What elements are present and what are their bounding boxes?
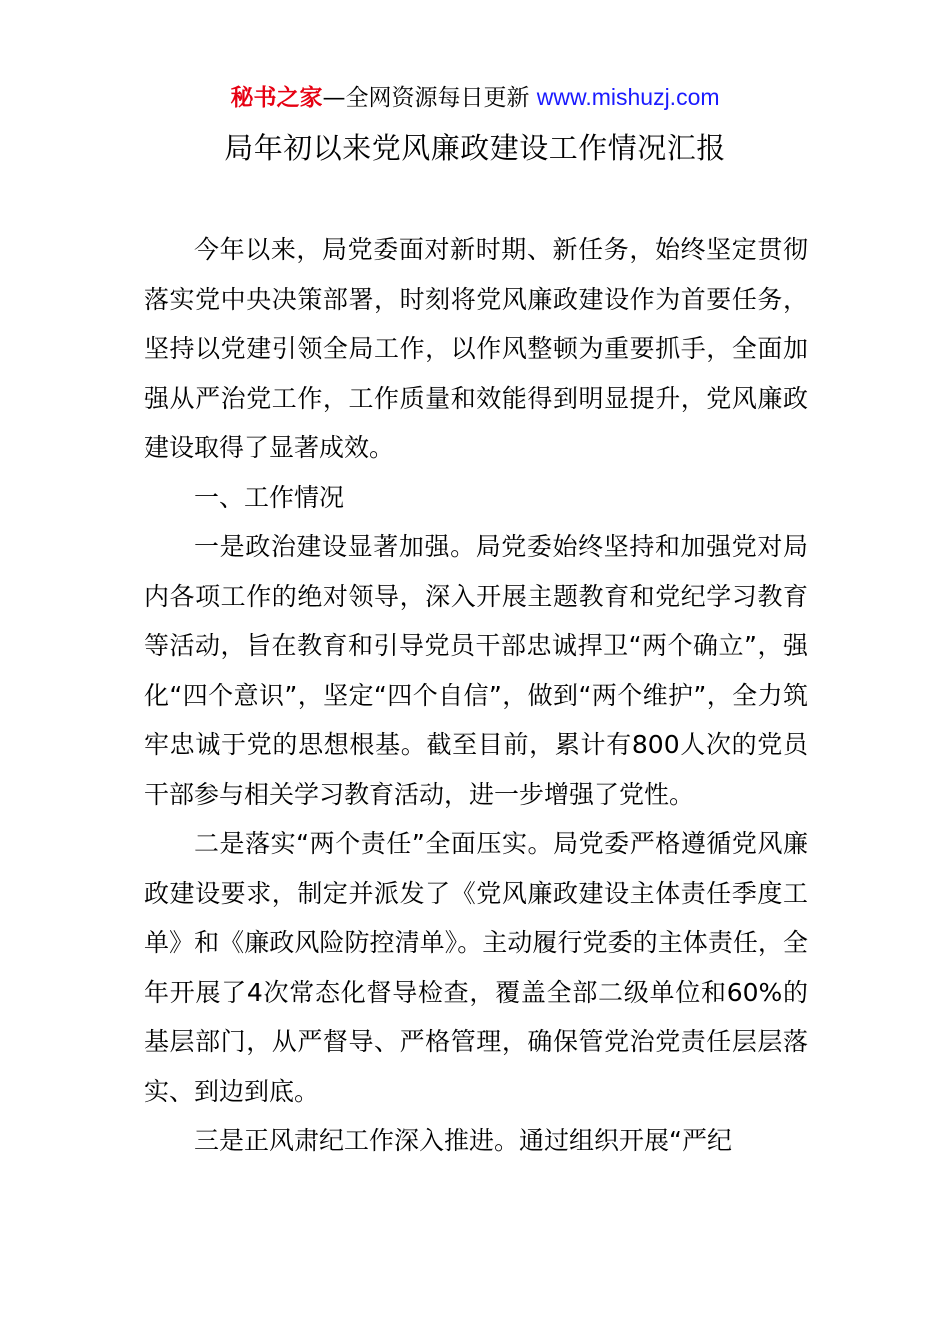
paragraph-political-building: 一是政治建设显著加强。局党委始终坚持和加强党对局内各项工作的绝对领导，深入开展主题教育和党纪学习教育等活动，旨在教育和引导党员干部忠诚捍卫“两个确立”，强化“四个意识”，坚定“四个自信”，做到“两个维护”，全力筑牢忠诚于党的思想根基。截至目前，累计有800人次的党员干部参与相关学习教育活动，进一步增强了党性。	[144, 532, 808, 809]
document-title: 局年初以来党风廉政建设工作情况汇报	[224, 131, 726, 165]
paragraph-two-responsibilities: 二是落实“两个责任”全面压实。局党委严格遵循党风廉政建设要求，制定并派发了《党风廉政建设主体责任季度工单》和《廉政风险防控清单》。主动履行党委的主体责任，全年开展了4次常态化督导检查，覆盖全部二级单位和60%的基层部门，从严督导、严格管理，确保管党治党责任层层落实、到边到底。	[144, 829, 808, 1106]
site-url-link[interactable]: www.mishuzj.com	[536, 84, 720, 110]
paragraph-intro: 今年以来，局党委面对新时期、新任务，始终坚定贯彻落实党中央决策部署，时刻将党风廉政建设作为首要任务，坚持以党建引领全局工作，以作风整顿为重要抓手，全面加强从严治党工作，工作质量和效能得到明显提升，党风廉政建设取得了显著成效。	[144, 235, 808, 462]
paragraph-discipline: 三是正风肃纪工作深入推进。通过组织开展“严纪	[194, 1126, 732, 1155]
section-heading: 一、工作情况	[194, 482, 345, 512]
document-body	[144, 225, 808, 1166]
header-tagline: —全网资源每日更新	[322, 85, 530, 111]
site-header	[0, 80, 950, 115]
brand-name: 秘书之家	[230, 85, 323, 111]
